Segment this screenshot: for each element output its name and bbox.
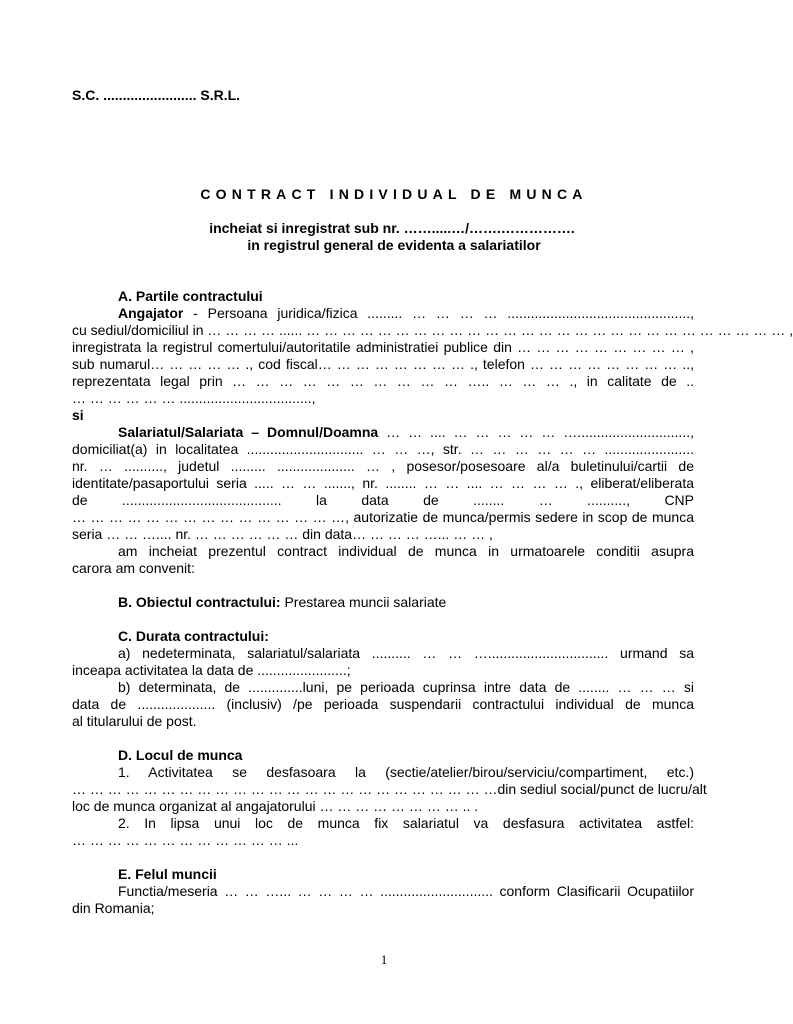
conditii-line: am incheiat prezentul contract individual de munca in urmatoarele conditii asupra: [118, 543, 694, 559]
sediu-social-line: … … … … … … … … … … … … … … … … … … … … … … … …din sediul social/punct de lucru/alt: [72, 781, 707, 797]
numar-line: sub numarul… … … … … ., cod fiscal… … … … … … … … ., telefon … … … … … … … … ..,: [72, 356, 694, 372]
titular-line: al titularului de post.: [72, 713, 197, 729]
inclusiv-line: data de .................... (inclusiv) /pe perioada suspendarii contractului individual de munca: [72, 696, 694, 712]
salariat-text: … … .... … … … … … ….............................,: [386, 424, 694, 440]
domiciliu-line: domiciliat(a) in localitatea .............................. … … …, str. … … … … … … .......................: [72, 441, 694, 457]
angajator-line: [72, 305, 694, 322]
inceapa-line: inceapa activitatea la data de .......................;: [72, 662, 351, 678]
section-a-heading: A. Partile contractului: [118, 288, 263, 304]
salariat-line: [72, 424, 694, 441]
company-name: S.C. ........................ S.R.L.: [72, 87, 241, 103]
romania-line: din Romania;: [72, 900, 155, 916]
cnp-line: … … … … … … … … … … … … … … …, autorizatie de munca/permis sedere in scop de munca: [72, 509, 694, 525]
section-e-heading: E. Felul muncii: [118, 866, 217, 882]
page-number: 1: [380, 952, 388, 967]
contract-body: [72, 288, 793, 917]
section-b-text: Prestarea muncii salariate: [284, 594, 447, 610]
loc-munca-line: loc de munca organizat al angajatorului … … … … … … … … .. .: [72, 798, 479, 814]
convenit-line: carora am convenit:: [72, 560, 195, 576]
section-b: [72, 594, 694, 611]
sediul-line: cu sediul/domiciliul in … … … … ...... … … … … … … … … … … … … … … … … … … … … … … … … … … … ,: [72, 322, 793, 338]
angajator-text: - Persoana juridica/fizica ......... … … … … ...............................................,: [193, 305, 695, 321]
functia-line: Functia/meseria … … …... … … … … ............................. conform Clasificarii Ocupatiilor: [118, 883, 694, 899]
angajator-label: Angajator: [118, 305, 184, 321]
section-c-heading: C. Durata contractului:: [118, 628, 269, 644]
registry-line: in registrul general de evidenta a salariatilor: [247, 237, 541, 253]
contract-title: CONTRACT INDIVIDUAL DE MUNCA: [200, 186, 588, 202]
seria-line: seria … … ….... nr. … … … … … … din data… … … … …... … … ,: [72, 526, 493, 542]
salariat-label: Salariatul/Salariata – Domnul/Doamna: [118, 424, 379, 440]
lipsa-loc-line: 2. In lipsa unui loc de munca fix salariatul va desfasura activitatea astfel:: [118, 815, 694, 831]
calitate-line: … … … … … … ..................................,: [72, 390, 316, 406]
registru-line: inregistrata la registrul comertului/autoritatile administratiei publice din … … … … … … … … … ,: [72, 339, 694, 355]
determinata-line: b) determinata, de ..............luni, pe perioada cuprinsa intre data de ........ … … … si: [118, 679, 694, 695]
nedeterminata-line: a) nedeterminata, salariatul/salariata .......... … … …............................... urmand sa: [118, 645, 694, 661]
section-b-heading: B. Obiectul contractului:: [118, 594, 281, 610]
astfel-line: … … … … … … … … … … … … ...: [72, 832, 299, 848]
data-line: de ......................................... la data de ........ … .........., CNP: [72, 492, 694, 508]
registration-line: incheiat si inregistrat sub nr. …….....…/…….…………….: [209, 220, 575, 236]
section-d-heading: D. Locul de munca: [118, 747, 243, 763]
judet-line: nr. … .........., judetul ......... .................... … , posesor/posesoare al/a buletinului/cartii de: [72, 458, 694, 474]
si-text: si: [72, 407, 84, 423]
activitate-line: 1. Activitatea se desfasoara la (sectie/atelier/birou/serviciu/compartiment, etc.): [118, 764, 694, 780]
reprezentata-line: reprezentata legal prin … … … … … … … … … … ….. … … … ., in calitate de ..: [72, 373, 694, 389]
identitate-line: identitate/pasaportului seria ..... … … ......., nr. ........ … … .... … … … … ., eliberat/eliberata: [72, 475, 694, 491]
